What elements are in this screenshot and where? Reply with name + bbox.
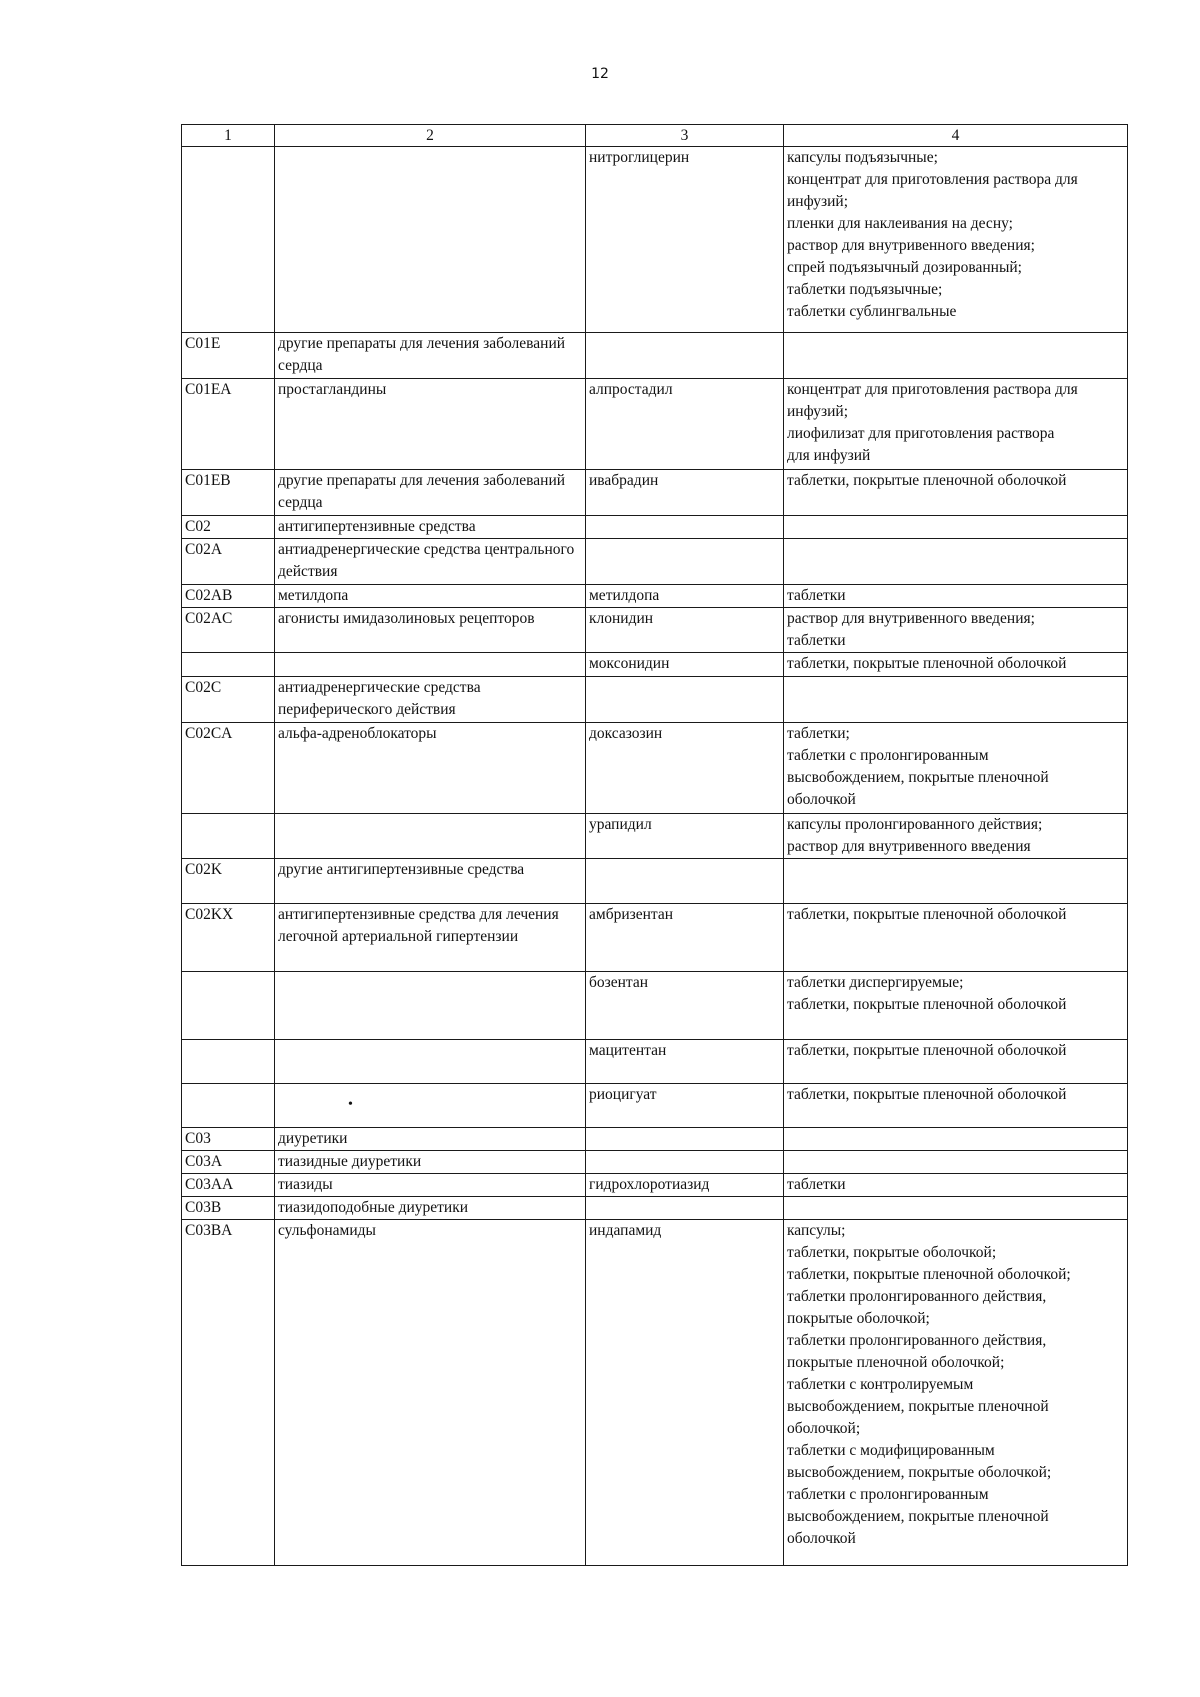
- dosage-form-line: лиофилизат для приготовления раствора: [787, 425, 1055, 442]
- dosage-form-line: капсулы пролонгированного действия;: [787, 816, 1043, 833]
- dosage-forms-cell: [784, 379, 1128, 470]
- table-row: [182, 677, 1128, 723]
- dosage-form-line: таблетки, покрытые пленочной оболочкой: [787, 472, 1067, 489]
- group-cell: тиазиды: [275, 1174, 586, 1197]
- dosage-forms-cell: [784, 585, 1128, 608]
- group-cell: другие препараты для лечения заболеваний сердца: [275, 333, 586, 379]
- page-number: 12: [591, 66, 609, 82]
- table-row: [182, 1040, 1128, 1084]
- dosage-form-line: инфузий;: [787, 403, 849, 420]
- dosage-form-line: оболочкой;: [787, 1420, 861, 1437]
- drug-name-cell: [586, 677, 784, 723]
- dosage-form-line: таблетки: [787, 587, 846, 604]
- atx-code-cell: C02AC: [182, 608, 275, 653]
- group-cell: антигипертензивные средства: [275, 516, 586, 539]
- dosage-forms-cell: [784, 1197, 1128, 1220]
- table-row: [182, 1197, 1128, 1220]
- drug-name-cell: моксонидин: [586, 653, 784, 677]
- table-row: [182, 1128, 1128, 1151]
- atx-code-cell: C02CA: [182, 723, 275, 814]
- dosage-form-line: концентрат для приготовления раствора для: [787, 381, 1078, 398]
- atx-code-cell: C03B: [182, 1197, 275, 1220]
- table-row: [182, 723, 1128, 814]
- atx-code-cell: [182, 972, 275, 1040]
- dosage-form-line: высвобождением, покрытые оболочкой;: [787, 1464, 1052, 1481]
- atx-code-cell: [182, 1084, 275, 1128]
- dosage-form-line: высвобождением, покрытые пленочной: [787, 1398, 1049, 1415]
- dosage-form-line: пленки для наклеивания на десну;: [787, 215, 1013, 232]
- dosage-form-line: таблетки, покрытые пленочной оболочкой: [787, 906, 1067, 923]
- group-cell: [275, 1040, 586, 1084]
- drug-name-cell: мацитентан: [586, 1040, 784, 1084]
- group-cell: диуретики: [275, 1128, 586, 1151]
- dosage-form-line: оболочкой: [787, 1530, 856, 1547]
- drug-name-cell: гидрохлоротиазид: [586, 1174, 784, 1197]
- group-cell: метилдопа: [275, 585, 586, 608]
- group-cell: другие антигипертензивные средства: [275, 859, 586, 904]
- group-cell: [275, 1084, 586, 1128]
- drug-name-cell: [586, 859, 784, 904]
- dosage-form-line: высвобождением, покрытые пленочной: [787, 769, 1049, 786]
- atx-code-cell: C01EA: [182, 379, 275, 470]
- drug-name-cell: [586, 1151, 784, 1174]
- group-cell: тиазидные диуретики: [275, 1151, 586, 1174]
- dosage-form-line: покрытые оболочкой;: [787, 1310, 930, 1327]
- table-header-row: [182, 125, 1128, 147]
- group-cell: другие препараты для лечения заболеваний сердца: [275, 470, 586, 516]
- atx-code-cell: C02K: [182, 859, 275, 904]
- table-row: [182, 1151, 1128, 1174]
- table-row: [182, 539, 1128, 585]
- dosage-forms-cell: [784, 1220, 1128, 1566]
- atx-code-cell: C02C: [182, 677, 275, 723]
- drug-name-cell: метилдопа: [586, 585, 784, 608]
- atx-code-cell: [182, 1040, 275, 1084]
- atx-code-cell: C03BA: [182, 1220, 275, 1566]
- group-cell: [275, 147, 586, 333]
- dosage-form-line: таблетки с пролонгированным: [787, 747, 989, 764]
- dosage-form-line: таблетки пролонгированного действия,: [787, 1288, 1047, 1305]
- group-cell: сульфонамиды: [275, 1220, 586, 1566]
- dosage-form-line: капсулы;: [787, 1222, 846, 1239]
- dosage-forms-cell: [784, 1084, 1128, 1128]
- dosage-forms-cell: [784, 333, 1128, 379]
- atx-code-cell: C02AB: [182, 585, 275, 608]
- table-row: [182, 1084, 1128, 1128]
- dosage-forms-cell: [784, 1174, 1128, 1197]
- table-row: [182, 1174, 1128, 1197]
- table-row: [182, 653, 1128, 677]
- table-row: [182, 859, 1128, 904]
- table-row: [182, 333, 1128, 379]
- atx-code-cell: [182, 814, 275, 859]
- dosage-forms-cell: [784, 904, 1128, 972]
- drug-name-cell: клонидин: [586, 608, 784, 653]
- dosage-form-line: таблетки: [787, 1176, 846, 1193]
- table-row: [182, 379, 1128, 470]
- group-cell: антигипертензивные средства для лечения легочной артериальной гипертензии: [275, 904, 586, 972]
- drug-name-cell: доксазозин: [586, 723, 784, 814]
- atx-code-cell: C02A: [182, 539, 275, 585]
- drug-name-cell: нитроглицерин: [586, 147, 784, 333]
- drug-table: [181, 124, 1128, 1566]
- dosage-forms-cell: [784, 653, 1128, 677]
- dosage-form-line: таблетки с модифицированным: [787, 1442, 995, 1459]
- column-header: 4: [784, 125, 1128, 147]
- atx-code-cell: C03: [182, 1128, 275, 1151]
- dosage-forms-cell: [784, 972, 1128, 1040]
- table-row: [182, 1220, 1128, 1566]
- dosage-form-line: таблетки пролонгированного действия,: [787, 1332, 1047, 1349]
- dosage-forms-cell: [784, 1040, 1128, 1084]
- dosage-form-line: таблетки с контролируемым: [787, 1376, 974, 1393]
- atx-code-cell: C03AA: [182, 1174, 275, 1197]
- dosage-form-line: таблетки диспергируемые;: [787, 974, 964, 991]
- drug-name-cell: амбризентан: [586, 904, 784, 972]
- atx-code-cell: [182, 653, 275, 677]
- atx-code-cell: C02KX: [182, 904, 275, 972]
- drug-name-cell: алпростадил: [586, 379, 784, 470]
- group-cell: [275, 814, 586, 859]
- dosage-forms-cell: [784, 723, 1128, 814]
- group-cell: агонисты имидазолиновых рецепторов: [275, 608, 586, 653]
- group-cell: тиазидоподобные диуретики: [275, 1197, 586, 1220]
- dosage-forms-cell: [784, 814, 1128, 859]
- dosage-forms-cell: [784, 470, 1128, 516]
- dosage-form-line: таблетки, покрытые пленочной оболочкой: [787, 996, 1067, 1013]
- drug-name-cell: [586, 1128, 784, 1151]
- table-row: [182, 608, 1128, 653]
- atx-code-cell: C03A: [182, 1151, 275, 1174]
- column-header: 1: [182, 125, 275, 147]
- dosage-form-line: таблетки: [787, 632, 846, 649]
- dosage-form-line: раствор для внутривенного введения;: [787, 610, 1035, 627]
- dosage-form-line: таблетки, покрытые пленочной оболочкой;: [787, 1266, 1071, 1283]
- drug-name-cell: бозентан: [586, 972, 784, 1040]
- dosage-form-line: таблетки сублингвальные: [787, 303, 957, 320]
- dosage-forms-cell: [784, 859, 1128, 904]
- dosage-form-line: покрытые пленочной оболочкой;: [787, 1354, 1005, 1371]
- dosage-forms-cell: [784, 147, 1128, 333]
- group-cell: [275, 653, 586, 677]
- dosage-forms-cell: [784, 539, 1128, 585]
- atx-code-cell: C01EB: [182, 470, 275, 516]
- dosage-form-line: таблетки, покрытые пленочной оболочкой: [787, 655, 1067, 672]
- dosage-forms-cell: [784, 1128, 1128, 1151]
- drug-name-cell: риоцигуат: [586, 1084, 784, 1128]
- table-row: [182, 470, 1128, 516]
- atx-code-cell: C01E: [182, 333, 275, 379]
- group-cell: антиадренергические средства периферического действия: [275, 677, 586, 723]
- dosage-form-line: концентрат для приготовления раствора для: [787, 171, 1078, 188]
- table-row: [182, 585, 1128, 608]
- group-cell: [275, 972, 586, 1040]
- dosage-form-line: таблетки, покрытые пленочной оболочкой: [787, 1042, 1067, 1059]
- drug-name-cell: [586, 516, 784, 539]
- table-row: [182, 972, 1128, 1040]
- dosage-form-line: раствор для внутривенного введения;: [787, 237, 1035, 254]
- drug-name-cell: урапидил: [586, 814, 784, 859]
- drug-name-cell: [586, 333, 784, 379]
- dosage-forms-cell: [784, 1151, 1128, 1174]
- drug-name-cell: [586, 1197, 784, 1220]
- group-cell: альфа-адреноблокаторы: [275, 723, 586, 814]
- drug-name-cell: ивабрадин: [586, 470, 784, 516]
- group-cell: простагландины: [275, 379, 586, 470]
- dosage-form-line: капсулы подъязычные;: [787, 149, 938, 166]
- drug-name-cell: [586, 539, 784, 585]
- scan-mark: •: [348, 1097, 353, 1112]
- atx-code-cell: C02: [182, 516, 275, 539]
- dosage-forms-cell: [784, 516, 1128, 539]
- dosage-form-line: раствор для внутривенного введения: [787, 838, 1031, 855]
- table-row: [182, 904, 1128, 972]
- table-row: [182, 516, 1128, 539]
- dosage-form-line: таблетки, покрытые оболочкой;: [787, 1244, 997, 1261]
- table-body: [182, 147, 1128, 1566]
- dosage-form-line: оболочкой: [787, 791, 856, 808]
- dosage-form-line: для инфузий: [787, 447, 871, 464]
- dosage-form-line: таблетки подъязычные;: [787, 281, 943, 298]
- dosage-form-line: инфузий;: [787, 193, 849, 210]
- dosage-form-line: таблетки;: [787, 725, 850, 742]
- table-row: [182, 814, 1128, 859]
- table-row: [182, 147, 1128, 333]
- dosage-form-line: таблетки, покрытые пленочной оболочкой: [787, 1086, 1067, 1103]
- column-header: 3: [586, 125, 784, 147]
- dosage-form-line: таблетки с пролонгированным: [787, 1486, 989, 1503]
- column-header: 2: [275, 125, 586, 147]
- dosage-forms-cell: [784, 677, 1128, 723]
- drug-name-cell: индапамид: [586, 1220, 784, 1566]
- dosage-form-line: спрей подъязычный дозированный;: [787, 259, 1022, 276]
- atx-code-cell: [182, 147, 275, 333]
- group-cell: антиадренергические средства центрального действия: [275, 539, 586, 585]
- dosage-forms-cell: [784, 608, 1128, 653]
- dosage-form-line: высвобождением, покрытые пленочной: [787, 1508, 1049, 1525]
